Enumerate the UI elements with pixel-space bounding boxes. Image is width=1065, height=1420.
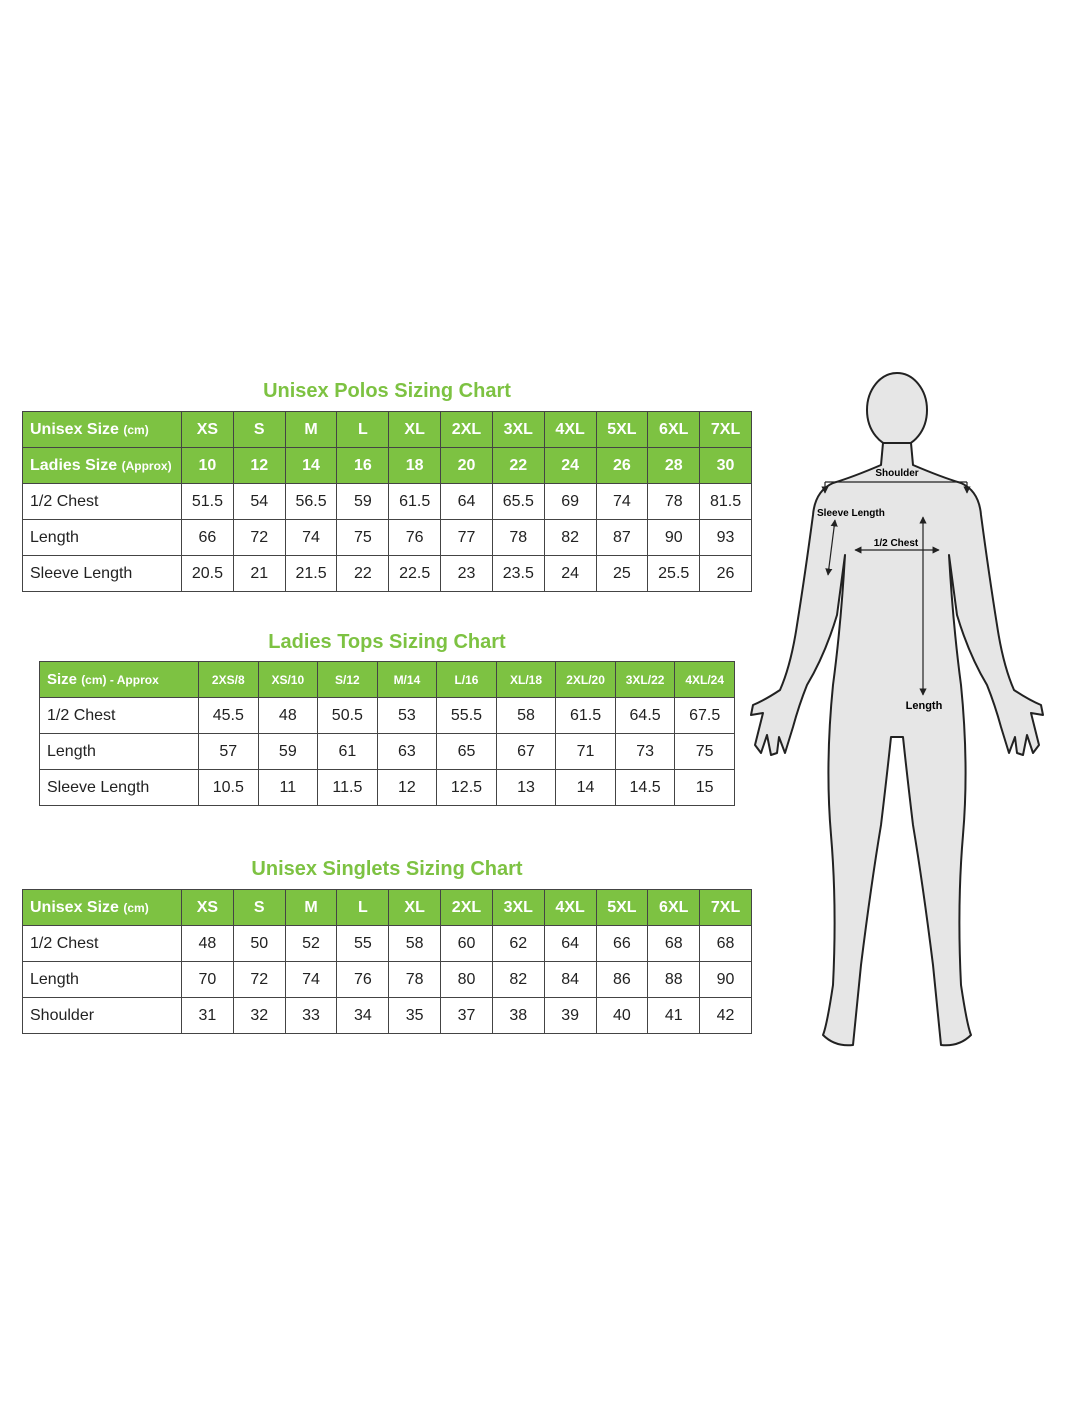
table-row	[23, 556, 752, 592]
measurement-cell: 55	[337, 926, 389, 962]
size-header-cell: XL/18	[496, 662, 556, 698]
length-label: Length	[905, 700, 943, 712]
size-header-cell: S/12	[318, 662, 378, 698]
ladies-size-row	[40, 662, 735, 698]
chest-label: 1/2 Chest	[873, 538, 919, 549]
size-header-cell: 5XL	[596, 412, 648, 448]
measurement-cell: 35	[389, 998, 441, 1034]
singlets-unisex-size-row	[23, 890, 752, 926]
size-header-cell: 6XL	[648, 890, 700, 926]
table-row	[40, 734, 735, 770]
measurement-cell: 50	[233, 926, 285, 962]
measurement-cell: 48	[258, 698, 318, 734]
measurement-cell: 74	[285, 962, 337, 998]
ladies-size-table	[39, 661, 735, 806]
measurement-cell: 54	[233, 484, 285, 520]
measurement-cell: 10.5	[199, 770, 259, 806]
size-header-cell: 20	[441, 448, 493, 484]
measurement-cell: 42	[700, 998, 752, 1034]
measurement-cell: 77	[441, 520, 493, 556]
measurement-cell: 14.5	[615, 770, 675, 806]
measurement-cell: 84	[544, 962, 596, 998]
measurement-cell: 90	[648, 520, 700, 556]
size-header-cell: 5XL	[596, 890, 648, 926]
measurement-cell: 61.5	[556, 698, 616, 734]
row-label: 1/2 Chest	[23, 484, 182, 520]
measurement-cell: 88	[648, 962, 700, 998]
measurement-cell: 57	[199, 734, 259, 770]
polos-unisex-size-header	[23, 412, 182, 448]
header-unit: (Approx)	[121, 458, 172, 473]
measurement-cell: 63	[377, 734, 437, 770]
measurement-cell: 14	[556, 770, 616, 806]
size-header-cell: 3XL	[492, 412, 544, 448]
size-header-cell: 4XL	[544, 890, 596, 926]
measurement-cell: 41	[648, 998, 700, 1034]
measurement-cell: 55.5	[437, 698, 497, 734]
table-row	[23, 962, 752, 998]
measurement-cell: 59	[337, 484, 389, 520]
measurement-cell: 72	[233, 520, 285, 556]
measurement-cell: 12.5	[437, 770, 497, 806]
measurement-cell: 78	[648, 484, 700, 520]
size-header-cell: 2XL	[441, 412, 493, 448]
measurement-cell: 20.5	[182, 556, 234, 592]
measurement-cell: 37	[441, 998, 493, 1034]
size-header-cell: 4XL	[544, 412, 596, 448]
measurement-cell: 48	[182, 926, 234, 962]
size-header-cell: 26	[596, 448, 648, 484]
measurement-cell: 25	[596, 556, 648, 592]
measurement-cell: 15	[675, 770, 735, 806]
measurement-cell: 74	[596, 484, 648, 520]
table-row	[23, 484, 752, 520]
size-header-cell: 2XS/8	[199, 662, 259, 698]
measurement-cell: 68	[700, 926, 752, 962]
measurement-cell: 65.5	[492, 484, 544, 520]
measurement-cell: 69	[544, 484, 596, 520]
row-label: Shoulder	[23, 998, 182, 1034]
size-header-cell: 3XL/22	[615, 662, 675, 698]
measurement-cell: 38	[492, 998, 544, 1034]
measurement-cell: 76	[389, 520, 441, 556]
table-row	[23, 520, 752, 556]
polos-chart-title: Unisex Polos Sizing Chart	[263, 380, 511, 402]
measurement-cell: 86	[596, 962, 648, 998]
measurement-cell: 71	[556, 734, 616, 770]
measurement-cell: 24	[544, 556, 596, 592]
measurement-cell: 61	[318, 734, 378, 770]
size-header-cell: 14	[285, 448, 337, 484]
measurement-cell: 11	[258, 770, 318, 806]
size-header-cell: XS	[182, 890, 234, 926]
measurement-cell: 59	[258, 734, 318, 770]
measurement-cell: 65	[437, 734, 497, 770]
table-row	[40, 698, 735, 734]
measurement-cell: 40	[596, 998, 648, 1034]
polos-unisex-size-row	[23, 412, 752, 448]
measurement-cell: 82	[492, 962, 544, 998]
header-unit: (cm) - Approx	[81, 673, 159, 687]
measurement-cell: 21.5	[285, 556, 337, 592]
header-label: Size	[47, 671, 78, 688]
measurement-cell: 81.5	[700, 484, 752, 520]
size-header-cell: 18	[389, 448, 441, 484]
row-label: Sleeve Length	[40, 770, 199, 806]
measurement-cell: 70	[182, 962, 234, 998]
measurement-cell: 53	[377, 698, 437, 734]
size-header-cell: XS/10	[258, 662, 318, 698]
size-header-cell: 6XL	[648, 412, 700, 448]
measurement-cell: 22.5	[389, 556, 441, 592]
head-shape	[867, 373, 927, 447]
measurement-cell: 56.5	[285, 484, 337, 520]
measurement-cell: 93	[700, 520, 752, 556]
measurement-cell: 64	[544, 926, 596, 962]
measurement-cell: 75	[675, 734, 735, 770]
measurement-cell: 31	[182, 998, 234, 1034]
measurement-cell: 75	[337, 520, 389, 556]
size-header-cell: 28	[648, 448, 700, 484]
size-header-cell: 2XL	[441, 890, 493, 926]
singlets-size-table	[22, 889, 752, 1034]
measurement-cell: 58	[389, 926, 441, 962]
size-header-cell: M/14	[377, 662, 437, 698]
size-header-cell: S	[233, 890, 285, 926]
measurement-cell: 52	[285, 926, 337, 962]
measurement-cell: 78	[389, 962, 441, 998]
size-header-cell: L	[337, 890, 389, 926]
measurement-cell: 50.5	[318, 698, 378, 734]
measurement-cell: 12	[377, 770, 437, 806]
measurement-cell: 64.5	[615, 698, 675, 734]
measurement-cell: 62	[492, 926, 544, 962]
table-row	[40, 770, 735, 806]
measurement-cell: 13	[496, 770, 556, 806]
measurement-cell: 39	[544, 998, 596, 1034]
size-header-cell: S	[233, 412, 285, 448]
ladies-size-header	[40, 662, 199, 698]
polos-ladies-size-row	[23, 448, 752, 484]
size-header-cell: 22	[492, 448, 544, 484]
measurement-cell: 66	[596, 926, 648, 962]
measurement-cell: 25.5	[648, 556, 700, 592]
row-label: Length	[23, 520, 182, 556]
measurement-cell: 60	[441, 926, 493, 962]
singlets-unisex-size-header	[23, 890, 182, 926]
size-header-cell: XL	[389, 890, 441, 926]
measurement-cell: 68	[648, 926, 700, 962]
size-header-cell: L/16	[437, 662, 497, 698]
shoulder-label: Shoulder	[875, 468, 919, 479]
measurement-cell: 76	[337, 962, 389, 998]
measurement-cell: 21	[233, 556, 285, 592]
measurement-cell: 23	[441, 556, 493, 592]
row-label: 1/2 Chest	[23, 926, 182, 962]
size-header-cell: 4XL/24	[675, 662, 735, 698]
measurement-cell: 90	[700, 962, 752, 998]
measurement-cell: 61.5	[389, 484, 441, 520]
header-label: Unisex Size	[30, 420, 119, 438]
measurement-cell: 32	[233, 998, 285, 1034]
measurement-cell: 45.5	[199, 698, 259, 734]
measurement-cell: 11.5	[318, 770, 378, 806]
singlets-chart-title: Unisex Singlets Sizing Chart	[251, 858, 523, 880]
measurement-cell: 73	[615, 734, 675, 770]
measurement-cell: 72	[233, 962, 285, 998]
size-header-cell: 12	[233, 448, 285, 484]
header-unit: (cm)	[123, 900, 149, 915]
measurement-cell: 67	[496, 734, 556, 770]
body-outline	[751, 443, 1043, 1045]
size-header-cell: XL	[389, 412, 441, 448]
measurement-cell: 58	[496, 698, 556, 734]
size-header-cell: 30	[700, 448, 752, 484]
size-header-cell: 7XL	[700, 412, 752, 448]
measurement-cell: 74	[285, 520, 337, 556]
size-header-cell: 3XL	[492, 890, 544, 926]
measurement-cell: 22	[337, 556, 389, 592]
ladies-chart-title: Ladies Tops Sizing Chart	[268, 631, 506, 653]
measurement-cell: 87	[596, 520, 648, 556]
size-header-cell: 24	[544, 448, 596, 484]
row-label: Length	[40, 734, 199, 770]
measurement-cell: 80	[441, 962, 493, 998]
measurement-cell: 34	[337, 998, 389, 1034]
polos-ladies-size-header	[23, 448, 182, 484]
size-header-cell: 16	[337, 448, 389, 484]
measurement-cell: 67.5	[675, 698, 735, 734]
size-header-cell: 10	[182, 448, 234, 484]
header-unit: (cm)	[123, 422, 149, 437]
table-row	[23, 998, 752, 1034]
measurement-cell: 23.5	[492, 556, 544, 592]
size-header-cell: M	[285, 890, 337, 926]
header-label: Unisex Size	[30, 898, 119, 916]
measurement-cell: 33	[285, 998, 337, 1034]
body-measurement-figure	[745, 365, 1050, 1055]
measurement-cell: 26	[700, 556, 752, 592]
measurement-cell: 82	[544, 520, 596, 556]
measurement-cell: 64	[441, 484, 493, 520]
measurement-cell: 51.5	[182, 484, 234, 520]
size-header-cell: XS	[182, 412, 234, 448]
table-row	[23, 926, 752, 962]
size-header-cell: 7XL	[700, 890, 752, 926]
row-label: Sleeve Length	[23, 556, 182, 592]
row-label: Length	[23, 962, 182, 998]
header-label: Ladies Size	[30, 456, 118, 474]
size-header-cell: L	[337, 412, 389, 448]
measurement-cell: 78	[492, 520, 544, 556]
size-header-cell: M	[285, 412, 337, 448]
row-label: 1/2 Chest	[40, 698, 199, 734]
polos-size-table	[22, 411, 752, 592]
size-header-cell: 2XL/20	[556, 662, 616, 698]
sleeve-length-label: Sleeve Length	[817, 508, 885, 519]
measurement-cell: 66	[182, 520, 234, 556]
